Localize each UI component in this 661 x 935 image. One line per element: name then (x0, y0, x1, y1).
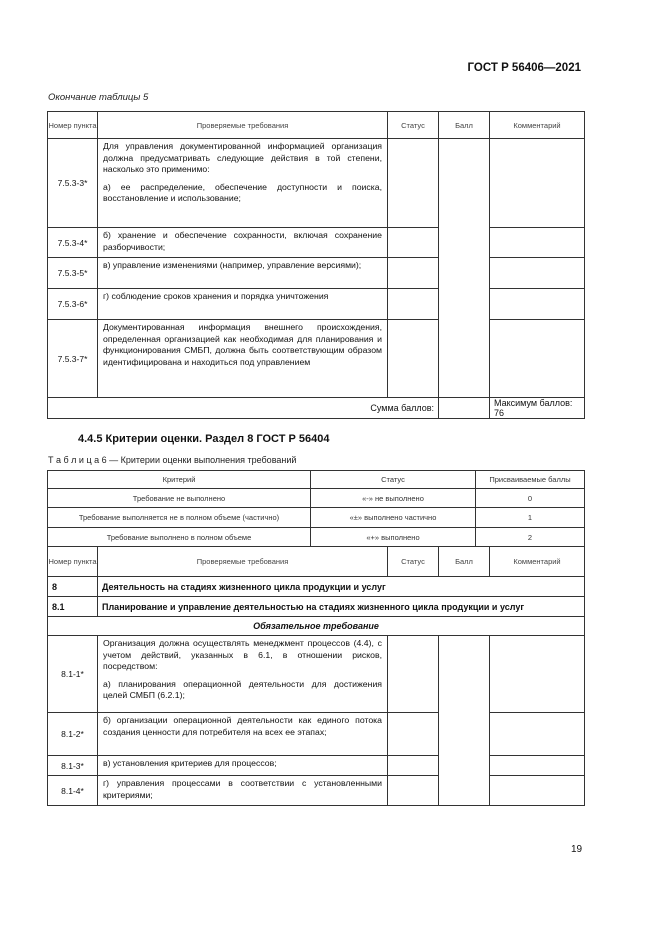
requirement-paragraph: Документированная информация внешнего происхождения, определенная организацией как необходимая для планирования и функционирования СМБП, должна быть соответствующим образом идентифицирована и находиться под управлением (103, 322, 382, 367)
requirement-paragraph: Организация должна осуществлять менеджмент процессов (4.4), с учетом действий, указанных в 6.1, в отношении рисков, посредством: (103, 638, 382, 671)
requirement-paragraph: г) управления процессами в соответствии с установленными критериями; (103, 778, 382, 800)
table5-header-row (48, 112, 585, 139)
row-requirement (98, 756, 388, 776)
criterion-status: «-» не выполнено (311, 489, 476, 508)
table6 (47, 546, 585, 806)
criterion-score: 2 (476, 528, 585, 547)
status-cell (388, 289, 439, 320)
criteria-row (48, 528, 585, 547)
sum-label: Сумма баллов: (48, 398, 439, 419)
status-cell (388, 320, 439, 398)
row-requirement (98, 320, 388, 398)
row-requirement (98, 289, 388, 320)
criterion-text: Требование выполняется не в полном объеме (частично) (48, 508, 311, 528)
criteria-table (47, 470, 585, 547)
col-comment: Комментарий (490, 112, 585, 139)
table-row (48, 228, 585, 258)
row-requirement (98, 776, 388, 806)
section-heading: 4.4.5 Критерии оценки. Раздел 8 ГОСТ Р 56404 (78, 433, 330, 445)
status-cell (388, 776, 439, 806)
row-requirement (98, 713, 388, 756)
row-number: 8.1-3* (48, 756, 98, 776)
section-number: 8.1 (48, 597, 98, 617)
row-requirement (98, 139, 388, 228)
col-number: Номер пункта (48, 547, 98, 577)
row-number: 7.5.3-3* (48, 139, 98, 228)
row-requirement (98, 636, 388, 713)
criteria-col-status: Статус (311, 471, 476, 489)
status-cell (388, 756, 439, 776)
page-number: 19 (571, 844, 583, 855)
requirement-paragraph: Для управления документированной информацией организация должна предусматривать следующие действия в той степени, насколько это применимо: (103, 141, 382, 174)
table6-caption: Т а б л и ц а 6 — Критерии оценки выполнения требований (48, 455, 297, 465)
sum-value (439, 398, 490, 419)
row-requirement (98, 228, 388, 258)
table-row (48, 713, 585, 756)
requirement-paragraph: в) управление изменениями (например, управление версиями); (103, 260, 362, 270)
table-row (48, 756, 585, 776)
col-comment: Комментарий (490, 547, 585, 577)
section-row (48, 577, 585, 597)
col-requirements: Проверяемые требования (98, 112, 388, 139)
score-cell (439, 139, 490, 398)
status-cell (388, 258, 439, 289)
requirement-paragraph: г) соблюдение сроков хранения и порядка уничтожения (103, 291, 329, 301)
table5 (47, 111, 585, 419)
col-score: Балл (439, 112, 490, 139)
status-cell (388, 228, 439, 258)
comment-cell (490, 289, 585, 320)
col-score: Балл (439, 547, 490, 577)
comment-cell (490, 228, 585, 258)
table-row (48, 139, 585, 228)
comment-cell (490, 756, 585, 776)
mandatory-row (48, 617, 585, 636)
criterion-text: Требование не выполнено (48, 489, 311, 508)
criterion-text: Требование выполнено в полном объеме (48, 528, 311, 547)
criteria-header-row (48, 471, 585, 489)
mandatory-label: Обязательное требование (48, 617, 585, 636)
criterion-score: 0 (476, 489, 585, 508)
status-cell (388, 713, 439, 756)
status-cell (388, 139, 439, 228)
col-requirements: Проверяемые требования (98, 547, 388, 577)
table-row (48, 258, 585, 289)
table-row (48, 636, 585, 713)
max-score: Максимум баллов: 76 (490, 398, 585, 419)
requirement-paragraph: б) хранение и обеспечение сохранности, включая сохранение разборчивости; (103, 230, 382, 252)
standard-header: ГОСТ Р 56406—2021 (467, 62, 581, 74)
row-number: 7.5.3-5* (48, 258, 98, 289)
col-number: Номер пункта (48, 112, 98, 139)
criteria-row (48, 489, 585, 508)
criteria-col-score: Присваиваемые баллы (476, 471, 585, 489)
status-cell (388, 636, 439, 713)
row-number: 8.1-2* (48, 713, 98, 756)
requirement-paragraph: в) установления критериев для процессов; (103, 758, 277, 768)
col-status: Статус (388, 112, 439, 139)
comment-cell (490, 139, 585, 228)
row-number: 8.1-4* (48, 776, 98, 806)
table-row (48, 289, 585, 320)
comment-cell (490, 320, 585, 398)
criterion-status: «±» выполнено частично (311, 508, 476, 528)
comment-cell (490, 776, 585, 806)
comment-cell (490, 713, 585, 756)
row-requirement (98, 258, 388, 289)
criterion-score: 1 (476, 508, 585, 528)
requirement-paragraph: б) организации операционной деятельности как единого потока создания ценности для потребителя на всех ее этапах; (103, 715, 382, 737)
row-number: 7.5.3-4* (48, 228, 98, 258)
sum-row (48, 398, 585, 419)
section-row (48, 597, 585, 617)
criteria-row (48, 508, 585, 528)
criterion-status: «+» выполнено (311, 528, 476, 547)
requirement-paragraph: а) ее распределение, обеспечение доступности и поиска, восстановление и использование; (103, 181, 382, 203)
criteria-col-criterion: Критерий (48, 471, 311, 489)
requirement-paragraph: а) планирования операционной деятельности для достижения целей СМБП (6.2.1); (103, 678, 382, 700)
row-number: 7.5.3-7* (48, 320, 98, 398)
section-number: 8 (48, 577, 98, 597)
table6-header-row (48, 547, 585, 577)
row-number: 7.5.3-6* (48, 289, 98, 320)
table-row (48, 776, 585, 806)
section-title: Деятельность на стадиях жизненного цикла продукции и услуг (98, 577, 585, 597)
table-row (48, 320, 585, 398)
comment-cell (490, 636, 585, 713)
comment-cell (490, 258, 585, 289)
col-status: Статус (388, 547, 439, 577)
row-number: 8.1-1* (48, 636, 98, 713)
section-title: Планирование и управление деятельностью на стадиях жизненного цикла продукции и услуг (98, 597, 585, 617)
score-cell (439, 636, 490, 806)
table5-caption: Окончание таблицы 5 (48, 92, 149, 103)
